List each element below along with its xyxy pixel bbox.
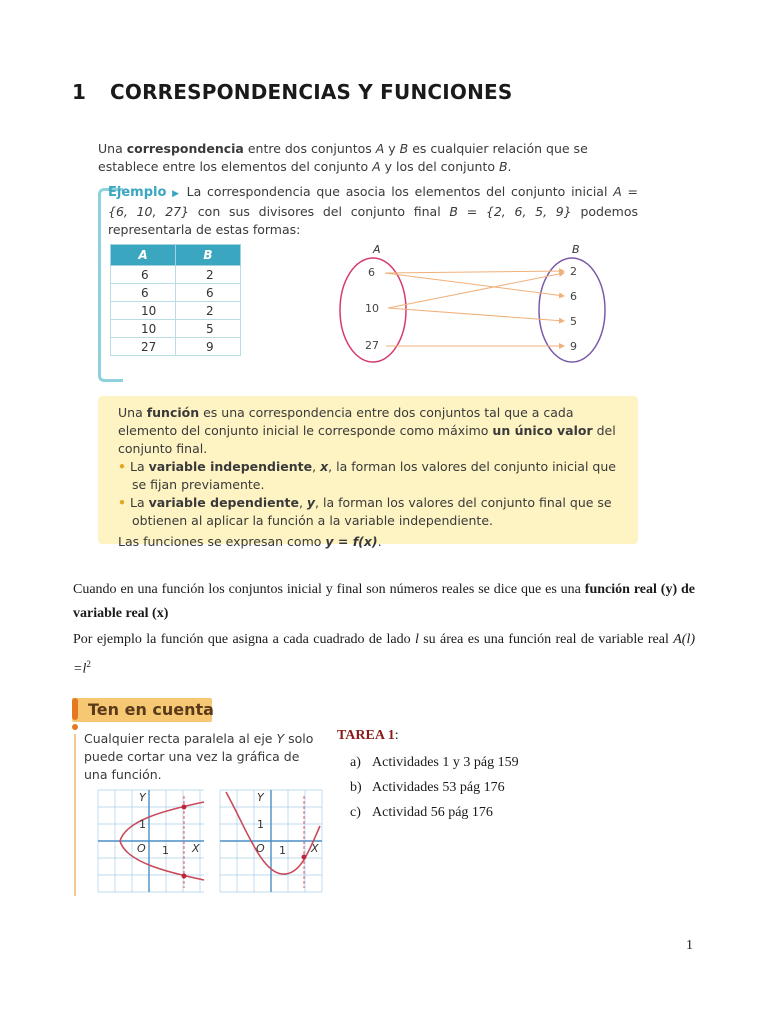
graph-1-intersection [182,805,187,810]
graph-2-origin-label: O [256,842,265,855]
graph-2 [220,790,322,892]
set-a-element: 10 [365,302,379,315]
tarea-item: c) Actividad 56 pág 176 [350,805,493,820]
correspondence-definition: Una correspondencia entre dos conjuntos A y B es cualquier relación que se establece entre los elementos del conjunto A y los del conjunto B. [98,141,588,174]
dependent-variable-item: • La variable dependiente, y, la forman los valores del conjunto final que se obtienen al aplicar la función a la variable independiente. [118,495,612,528]
arrow-6-6 [385,273,564,296]
tarea-title: TAREA 1: [337,728,399,743]
example-area-paragraph: Por ejemplo la función que asigna a cada cuadrado de lado l su área es una función real de variable real $A(l) =l^2$ [73,632,695,677]
function-notation-line: Las funciones se expresan como y = f(x). [118,534,382,549]
exclamation-icon [72,698,78,720]
arrow-6-2 [385,271,564,273]
graph-1-one-label: 1 [139,818,146,831]
function-definition-line: Una función es una correspondencia entre dos conjuntos tal que a cada elemento del conjunto inicial le corresponde como máximo un único valor del conjunto final. [118,405,616,456]
graph-1 [98,790,204,892]
table-header-row [111,245,241,266]
exclamation-dot-icon [72,724,78,730]
table-row: 6 6 [111,284,241,302]
real-function-paragraph: Cuando en una función los conjuntos inicial y final son números reales se dice que es una función real (y) de variable real (x) [73,582,696,621]
set-b-element: 5 [570,315,577,328]
tarea-item: a) Actividades 1 y 3 pág 159 [350,755,519,770]
ten-en-cuenta-text: Cualquier recta paralela al eje Y solo puede cortar una vez la gráfica de una función. [84,731,314,782]
arrow-10-5 [388,308,564,321]
graph-1-one-x-label: 1 [162,844,169,857]
set-a-element: 27 [365,339,379,352]
vertical-line-test-graphs [96,788,326,896]
correspondence-table [110,244,241,356]
independent-variable-item: • La variable independiente, x, la forman los valores del conjunto inicial que se fijan previamente. [118,459,616,492]
graph-2-one-label: 1 [257,818,264,831]
graph-1-origin-label: O [137,842,146,855]
tarea-item: b) Actividades 53 pág 176 [350,780,505,795]
set-b-element: 6 [570,290,577,303]
set-b-element: 9 [570,340,577,353]
bullet-icon: • [118,495,126,510]
table-header-a: A [111,245,176,266]
set-b-element: 2 [570,265,577,278]
table-row: 10 5 [111,320,241,338]
table-row: 27 9 [111,338,241,356]
diagram-label-b: B [572,243,580,256]
graph-2-one-x-label: 1 [279,844,286,857]
page-number: 1 [686,938,693,953]
section-number: 1 [72,80,87,104]
example-label: Ejemplo [108,185,167,200]
function-definition [118,404,630,551]
arrow-diagram [330,240,620,370]
graph-1-x-label: X [192,842,200,855]
section-heading [72,80,513,104]
graph-1-y-label: Y [139,791,146,804]
arrow-10-2 [388,273,564,308]
graph-2-curve [226,792,320,874]
bullet-icon: • [118,459,126,474]
ten-en-cuenta-line [74,734,76,896]
example-text: Ejemplo ▶ La correspondencia que asocia los elementos del conjunto inicial A = {6, 10, 27} con sus divisores del conjunto final B = {2, 6, 5, 9} podemos representarla de estas formas: [108,184,638,237]
section-title: CORRESPONDENCIAS Y FUNCIONES [110,80,513,104]
graph-2-y-label: Y [257,791,264,804]
table-row: 6 2 [111,266,241,284]
ten-en-cuenta-title: Ten en cuenta [88,700,214,719]
set-a-element: 6 [368,266,375,279]
table-header-b: B [176,245,241,266]
table-row: 10 2 [111,302,241,320]
graph-1-intersection [182,874,187,879]
diagram-label-a: A [373,243,381,256]
graph-2-x-label: X [311,842,319,855]
graph-2-intersection [302,855,307,860]
triangle-icon: ▶ [172,189,181,199]
